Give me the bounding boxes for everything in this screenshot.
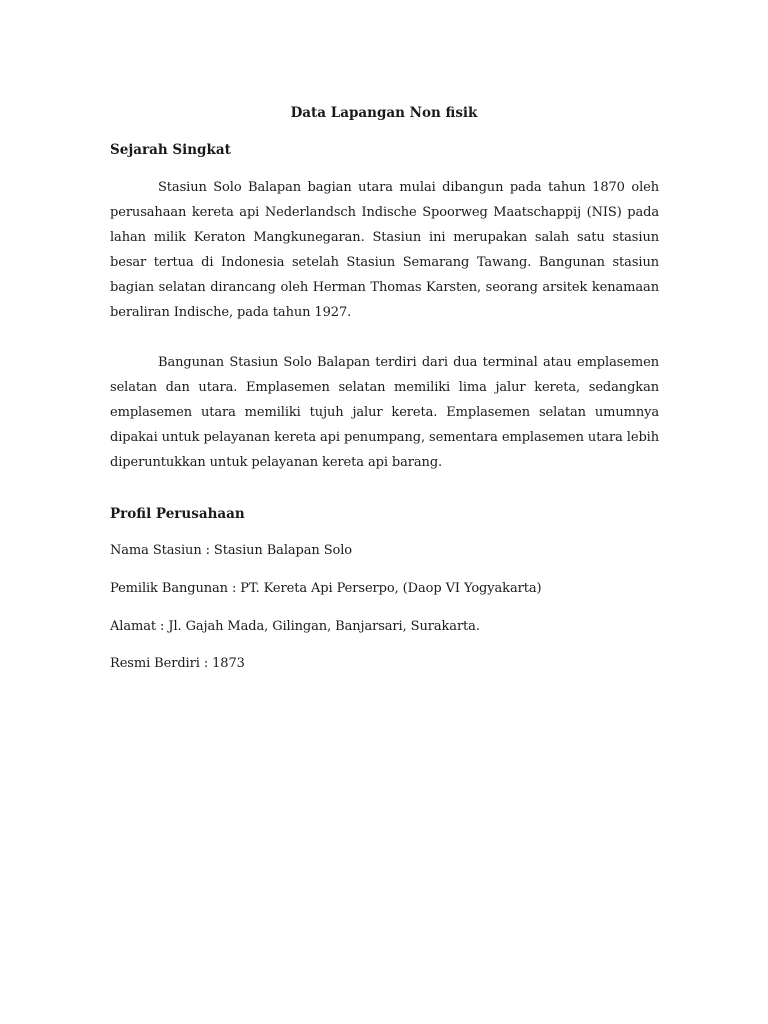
profil-pemilik-bangunan: Pemilik Bangunan : PT. Kereta Api Perserpo, (Daop VI Yogyakarta)	[110, 581, 542, 596]
document-title: Data Lapangan Non fisik	[290, 105, 478, 121]
profil-alamat: Alamat : Jl. Gajah Mada, Gilingan, Banjarsari, Surakarta.	[110, 619, 480, 634]
section-heading-profil: Profil Perusahaan	[110, 506, 245, 522]
sejarah-paragraph-1: Stasiun Solo Balapan bagian utara mulai dibangun pada tahun 1870 oleh perusahaan kereta api Nederlandsch Indische Spoorweg Maatschappij (NIS) pada lahan milik Keraton Mangkunegaran. Stasiun ini merupakan salah satu stasiun besar tertua di Indonesia setelah Stasiun Semarang Tawang. Bangunan stasiun bagian selatan dirancang oleh Herman Thomas Karsten, seorang arsitek kenamaan beraliran Indische, pada tahun 1927.	[110, 180, 659, 321]
profil-resmi-berdiri: Resmi Berdiri : 1873	[110, 656, 245, 671]
sejarah-paragraph-2: Bangunan Stasiun Solo Balapan terdiri dari dua terminal atau emplasemen selatan dan utara. Emplasemen selatan memiliki lima jalur kereta, sedangkan emplasemen utara memiliki tujuh jalur kereta. Emplasemen selatan umumnya dipakai untuk pelayanan kereta api penumpang, sementara emplasemen utara lebih diperuntukkan untuk pelayanan kereta api barang.	[110, 355, 659, 471]
section-heading-sejarah: Sejarah Singkat	[110, 142, 231, 158]
profil-nama-stasiun: Nama Stasiun : Stasiun Balapan Solo	[110, 543, 353, 558]
